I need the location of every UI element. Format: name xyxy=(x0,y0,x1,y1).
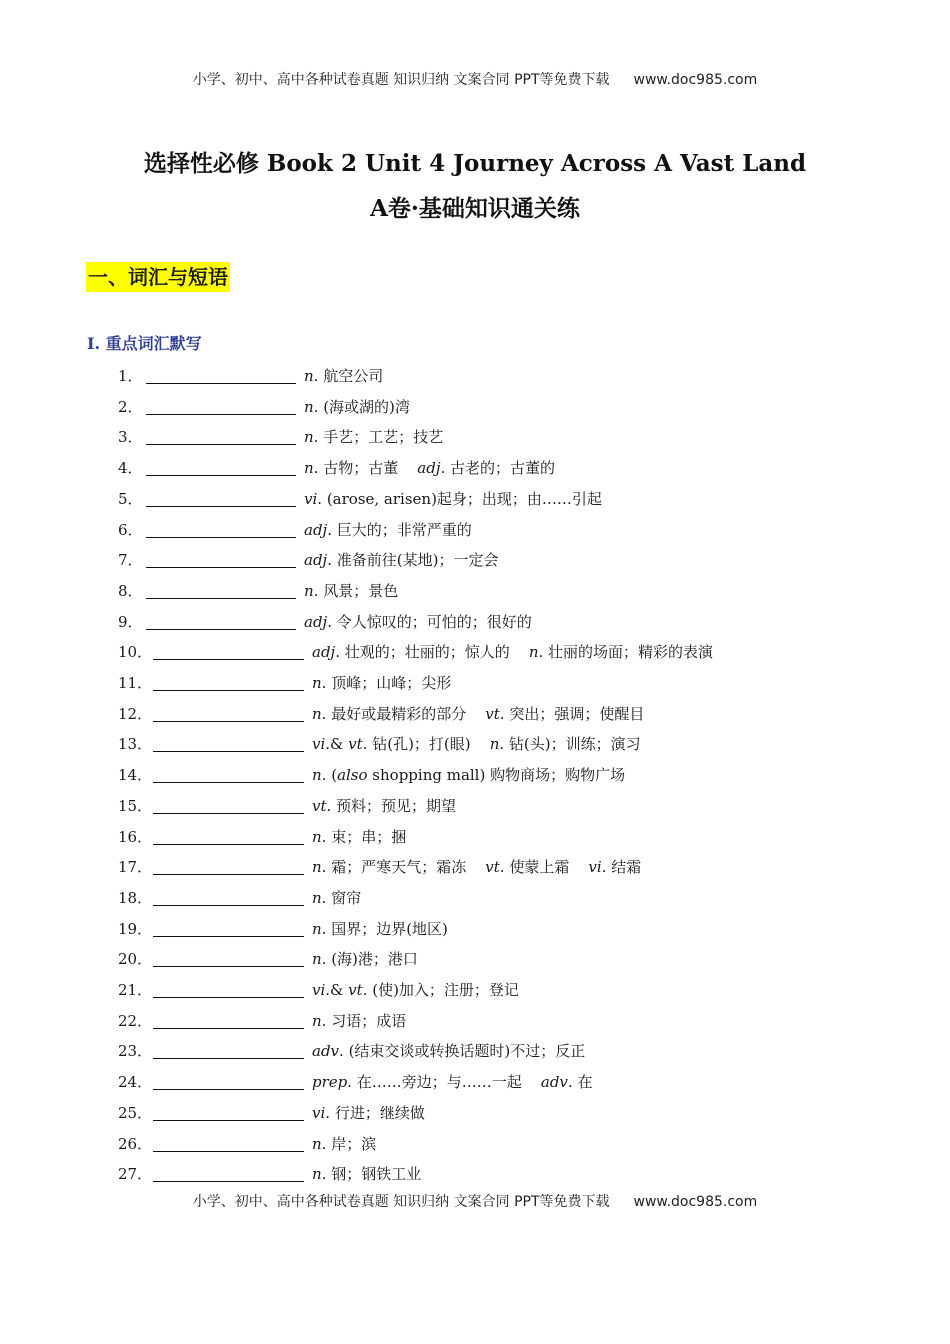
definition: vi.& vt. (使)加入；注册；登记 xyxy=(312,981,519,999)
item-number: 23． xyxy=(118,1042,153,1061)
definition: n. 钢；钢铁工业 xyxy=(312,1165,422,1184)
item-number: 19． xyxy=(118,919,153,938)
item-number: 25． xyxy=(118,1103,153,1122)
document-title: 选择性必修 Book 2 Unit 4 Journey Across A Vast Land xyxy=(143,150,807,177)
definition: adj. 巨大的；非常严重的 xyxy=(304,520,472,539)
item-number: 15． xyxy=(118,796,153,815)
item-number: 6． xyxy=(118,520,143,539)
answer-blank[interactable] xyxy=(146,537,296,538)
answer-blank[interactable] xyxy=(153,1120,304,1121)
answer-blank[interactable] xyxy=(146,629,296,630)
item-number: 21． xyxy=(118,981,153,999)
definition: adj. 壮观的；壮丽的；惊人的 n. 壮丽的场面；精彩的表演 xyxy=(312,643,714,662)
answer-blank[interactable] xyxy=(146,383,296,384)
item-number: 18． xyxy=(118,888,153,907)
item-number: 27． xyxy=(118,1165,153,1184)
answer-blank[interactable] xyxy=(153,690,304,691)
definition: n. 霜；严寒天气；霜冻 vt. 使蒙上霜 vi. 结霜 xyxy=(312,858,642,877)
definition: n. 窗帘 xyxy=(312,888,362,907)
answer-blank[interactable] xyxy=(146,506,296,507)
item-number: 20． xyxy=(118,950,153,969)
answer-blank[interactable] xyxy=(153,659,304,660)
banner-text: 小学、初中、高中各种试卷真题 知识归纳 文案合同 PPT等免费下载 xyxy=(192,72,610,88)
subsection-heading: I. 重点词汇默写 xyxy=(87,334,202,353)
definition: n. (海)港；港口 xyxy=(312,950,418,969)
definition: n. (海或湖的)湾 xyxy=(304,397,410,416)
answer-blank[interactable] xyxy=(153,966,304,967)
item-number: 1． xyxy=(118,367,143,385)
definition: n. 手艺；工艺；技艺 xyxy=(304,428,444,447)
item-number: 26． xyxy=(118,1134,153,1153)
answer-blank[interactable] xyxy=(153,936,304,937)
definition: n. 顶峰；山峰；尖形 xyxy=(312,674,452,692)
answer-blank[interactable] xyxy=(153,1089,304,1090)
answer-blank[interactable] xyxy=(153,813,304,814)
answer-blank[interactable] xyxy=(153,874,304,875)
answer-blank[interactable] xyxy=(153,721,304,722)
answer-blank[interactable] xyxy=(146,598,296,599)
answer-blank[interactable] xyxy=(153,1028,304,1029)
definition: n. 习语；成语 xyxy=(312,1011,407,1030)
answer-blank[interactable] xyxy=(153,751,304,752)
definition: prep. 在……旁边；与……一起 adv. 在 xyxy=(312,1073,593,1092)
item-number: 2． xyxy=(118,397,143,416)
document-subtitle: A卷·基础知识通关练 xyxy=(370,195,580,222)
definition: n. 风景；景色 xyxy=(304,581,399,600)
footer-banner xyxy=(0,1191,950,1211)
definition: adj. 准备前往(某地)；一定会 xyxy=(304,551,499,570)
answer-blank[interactable] xyxy=(153,1181,304,1182)
answer-blank[interactable] xyxy=(146,567,296,568)
definition: n. 束；串；捆 xyxy=(312,827,407,846)
item-number: 4． xyxy=(118,459,143,478)
answer-blank[interactable] xyxy=(153,905,304,906)
answer-blank[interactable] xyxy=(146,475,296,476)
section-heading: 一、词汇与短语 xyxy=(86,262,230,292)
definition: vi. 行进；继续做 xyxy=(312,1103,425,1122)
answer-blank[interactable] xyxy=(153,1058,304,1059)
item-number: 7． xyxy=(118,551,143,570)
site-link[interactable]: www.doc985.com xyxy=(633,1194,758,1210)
definition: vt. 预料；预见；期望 xyxy=(312,796,457,815)
item-number: 22． xyxy=(118,1011,153,1030)
definition: n. 岸；滨 xyxy=(312,1134,377,1153)
definition: vi. (arose, arisen)起身；出现；由……引起 xyxy=(304,489,602,508)
answer-blank[interactable] xyxy=(153,844,304,845)
definition: n. 航空公司 xyxy=(304,367,384,385)
item-number: 3． xyxy=(118,428,143,447)
banner-text: 小学、初中、高中各种试卷真题 知识归纳 文案合同 PPT等免费下载 xyxy=(192,1194,610,1210)
definition: n. 古物；古董 adj. 古老的；古董的 xyxy=(304,459,556,478)
item-number: 17． xyxy=(118,858,153,877)
answer-blank[interactable] xyxy=(146,444,296,445)
site-link[interactable]: www.doc985.com xyxy=(633,72,758,88)
item-number: 10． xyxy=(118,643,153,662)
definition: vi.& vt. 钻(孔)；打(眼) n. 钻(头)；训练；演习 xyxy=(312,735,641,754)
item-number: 9． xyxy=(118,612,143,631)
item-number: 8． xyxy=(118,581,143,600)
definition: adv. (结束交谈或转换话题时)不过；反正 xyxy=(312,1042,586,1061)
definition: n. 最好或最精彩的部分 vt. 突出；强调；使醒目 xyxy=(312,704,645,723)
item-number: 12． xyxy=(118,704,153,723)
item-number: 14． xyxy=(118,766,153,785)
answer-blank[interactable] xyxy=(153,1151,304,1152)
item-number: 16． xyxy=(118,827,153,846)
item-number: 13． xyxy=(118,735,153,754)
answer-blank[interactable] xyxy=(153,997,304,998)
header-banner xyxy=(0,69,950,89)
definition: n. (also shopping mall) 购物商场；购物广场 xyxy=(312,766,626,785)
answer-blank[interactable] xyxy=(153,782,304,783)
item-number: 24． xyxy=(118,1073,153,1092)
definition: n. 国界；边界(地区) xyxy=(312,919,448,938)
answer-blank[interactable] xyxy=(146,414,296,415)
item-number: 5． xyxy=(118,489,143,508)
item-number: 11． xyxy=(118,674,153,692)
definition: adj. 令人惊叹的；可怕的；很好的 xyxy=(304,612,532,631)
